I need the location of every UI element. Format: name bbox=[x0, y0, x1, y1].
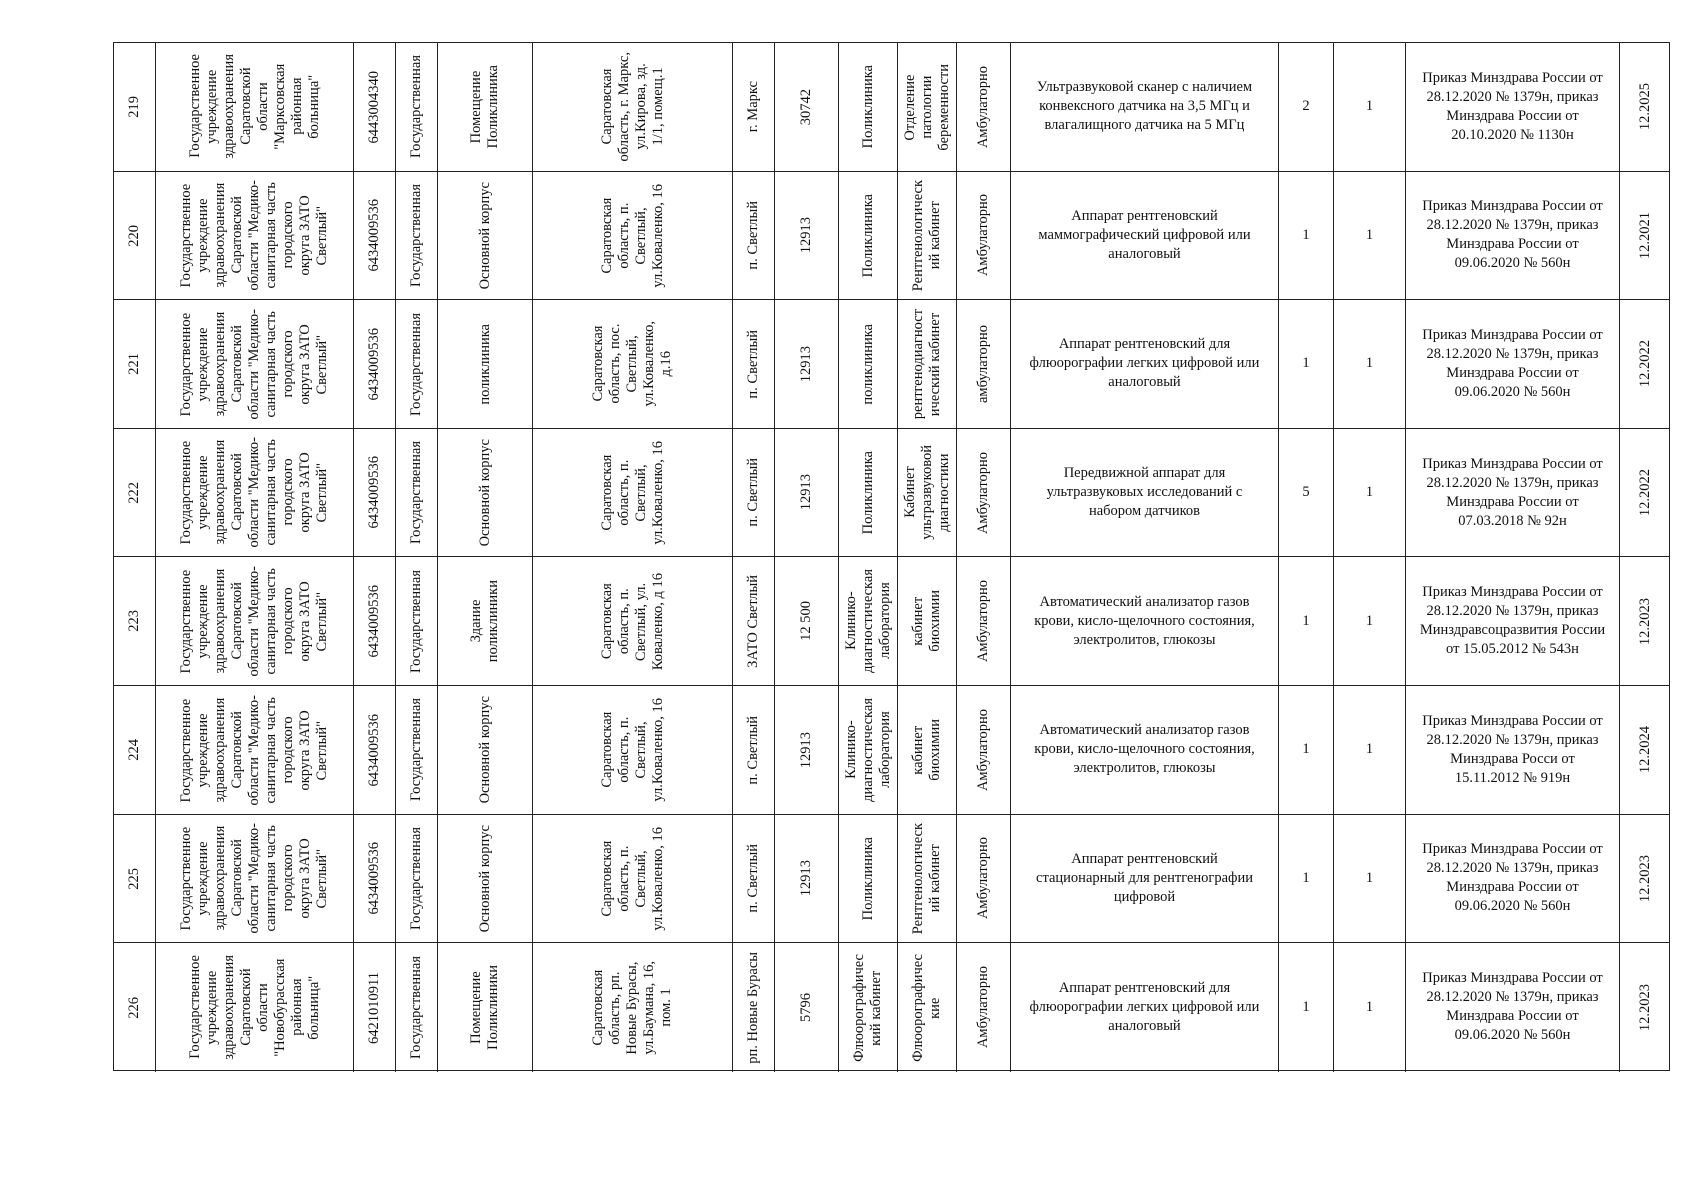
legal-basis-text: Приказ Минздрава России от 28.12.2020 № 1379н, приказ Минздрава России от 20.10.2020 № 1130н bbox=[1422, 69, 1603, 143]
department-text: Флюорографичес кие bbox=[910, 953, 943, 1062]
division-cell bbox=[839, 172, 898, 300]
legal-basis-text: Приказ Минздрава России от 28.12.2020 № 1379н, приказ Минздрава России от 09.06.2020 № 560н bbox=[1422, 970, 1603, 1044]
address-text: Саратовская область, п. Светлый, ул. Коваленко, д 16 bbox=[598, 572, 666, 670]
inn-cell bbox=[354, 300, 396, 428]
organization-cell bbox=[156, 172, 354, 300]
population-text: 12913 bbox=[798, 217, 814, 254]
equipment-cell bbox=[1011, 815, 1279, 943]
qty-planned-text: 1 bbox=[1365, 484, 1374, 501]
qty-required-text: 2 bbox=[1302, 98, 1310, 115]
population-text: 30742 bbox=[798, 88, 814, 125]
building-cell bbox=[438, 557, 533, 685]
row-number-cell bbox=[114, 172, 156, 300]
building-text: Помещение Поликлиника bbox=[468, 65, 501, 149]
legal-basis-text: Приказ Минздрава России от 28.12.2020 № 1379н, приказ Минздрава России от 09.06.2020 № 560н bbox=[1422, 326, 1603, 400]
legal-basis-cell bbox=[1406, 429, 1620, 557]
qty-required-cell bbox=[1279, 943, 1334, 1072]
address-text: Саратовская область, п. Светлый, ул.Коваленко, 16 bbox=[598, 826, 666, 931]
delivery-date-text: 12.2025 bbox=[1637, 83, 1653, 131]
table-row bbox=[114, 172, 1669, 301]
address-cell bbox=[533, 429, 733, 557]
inn-text: 6434009536 bbox=[366, 456, 382, 529]
equipment-text: Аппарат рентгеновский стационарный для рентгенографии цифровой bbox=[1036, 850, 1253, 905]
locality-text: г. Маркс bbox=[745, 81, 761, 133]
ownership-text: Государственная bbox=[408, 55, 424, 159]
care-mode-text: Амбулаторно bbox=[975, 837, 991, 920]
delivery-date-text: 12.2022 bbox=[1637, 340, 1653, 388]
row-number-cell bbox=[114, 43, 156, 171]
ownership-text: Государственная bbox=[408, 826, 424, 930]
care-mode-text: Амбулаторно bbox=[975, 966, 991, 1049]
delivery-date-text: 12.2021 bbox=[1637, 211, 1653, 259]
equipment-cell bbox=[1011, 943, 1279, 1072]
table-row bbox=[114, 557, 1669, 686]
locality-text: п. Светлый bbox=[745, 715, 761, 785]
care-mode-cell bbox=[957, 43, 1011, 171]
delivery-date-text: 12.2023 bbox=[1637, 597, 1653, 645]
department-cell bbox=[898, 557, 957, 685]
inn-cell bbox=[354, 686, 396, 814]
division-text: Клинико- диагностическая лаборатория bbox=[842, 569, 893, 674]
building-text: Основной корпус bbox=[476, 696, 493, 804]
equipment-text: Передвижной аппарат для ультразвуковых исследований с набором датчиков bbox=[1046, 465, 1243, 520]
address-cell bbox=[533, 815, 733, 943]
row-number-cell bbox=[114, 557, 156, 685]
population-cell bbox=[775, 557, 839, 685]
ownership-text: Государственная bbox=[408, 312, 424, 416]
division-text: Клинико- диагностическая лаборатория bbox=[842, 697, 893, 802]
delivery-date-cell bbox=[1620, 429, 1671, 557]
care-mode-text: Амбулаторно bbox=[975, 194, 991, 277]
ownership-cell bbox=[396, 815, 438, 943]
qty-planned-text: 1 bbox=[1365, 998, 1374, 1015]
equipment-text: Автоматический анализатор газов крови, кисло-щелочного состояния, электролитов, глюкозы bbox=[1034, 722, 1255, 777]
legal-basis-text: Приказ Минздрава России от 28.12.2020 № 1379н, приказ Минздрава Росси от 15.11.2012 № 919н bbox=[1422, 712, 1603, 786]
locality-text: п. Светлый bbox=[745, 458, 761, 527]
organization-cell bbox=[156, 43, 354, 171]
equipment-cell bbox=[1011, 43, 1279, 171]
table-row bbox=[114, 300, 1669, 429]
department-cell bbox=[898, 943, 957, 1072]
inn-text: 6434009536 bbox=[366, 584, 382, 658]
building-text: Здание поликлиники bbox=[468, 580, 501, 663]
department-cell bbox=[898, 43, 957, 171]
address-text: Саратовская область, п. Светлый, ул.Коваленко, 16 bbox=[598, 183, 666, 288]
inn-text: 6434009536 bbox=[366, 327, 382, 401]
department-cell bbox=[898, 172, 957, 300]
legal-basis-cell bbox=[1406, 172, 1620, 300]
equipment-text: Ультразвуковой сканер с наличием конвексного датчика на 3,5 МГц и влагалищного датчика на 5 МГц bbox=[1036, 79, 1253, 134]
inn-cell bbox=[354, 172, 396, 300]
inn-cell bbox=[354, 43, 396, 171]
population-text: 5796 bbox=[798, 992, 814, 1022]
population-cell bbox=[775, 43, 839, 171]
qty-required-cell bbox=[1279, 300, 1334, 428]
division-cell bbox=[839, 815, 898, 943]
organization-cell bbox=[156, 429, 354, 557]
qty-required-text: 1 bbox=[1302, 612, 1310, 629]
care-mode-cell bbox=[957, 172, 1011, 300]
address-text: Саратовская область, п. Светлый, ул.Коваленко, 16 bbox=[598, 697, 666, 802]
organization-cell bbox=[156, 557, 354, 685]
row-number-cell bbox=[114, 300, 156, 428]
ownership-cell bbox=[396, 172, 438, 300]
department-cell bbox=[898, 300, 957, 428]
population-text: 12913 bbox=[798, 474, 814, 511]
row-number-text: 222 bbox=[126, 481, 142, 504]
address-cell bbox=[533, 300, 733, 428]
row-number-text: 220 bbox=[126, 224, 142, 247]
building-cell bbox=[438, 429, 533, 557]
organization-cell bbox=[156, 943, 354, 1072]
population-text: 12913 bbox=[798, 731, 814, 768]
delivery-date-text: 12.2022 bbox=[1637, 469, 1653, 517]
equipment-cell bbox=[1011, 557, 1279, 685]
delivery-date-cell bbox=[1620, 943, 1671, 1072]
care-mode-cell bbox=[957, 686, 1011, 814]
legal-basis-cell bbox=[1406, 943, 1620, 1072]
delivery-date-text: 12.2023 bbox=[1637, 983, 1653, 1032]
qty-planned-cell bbox=[1334, 686, 1406, 814]
division-text: Флюорографичес кий кабинет bbox=[851, 953, 884, 1062]
inn-cell bbox=[354, 429, 396, 557]
locality-text: ЗАТО Светлый bbox=[745, 574, 761, 668]
inn-text: 6434009536 bbox=[366, 199, 382, 272]
delivery-date-cell bbox=[1620, 686, 1671, 814]
legal-basis-cell bbox=[1406, 815, 1620, 943]
population-cell bbox=[775, 429, 839, 557]
delivery-date-text: 12.2023 bbox=[1637, 854, 1653, 902]
qty-required-text: 1 bbox=[1302, 226, 1310, 243]
locality-text: рп. Новые Бурасы bbox=[745, 951, 761, 1064]
care-mode-cell bbox=[957, 557, 1011, 685]
qty-required-cell bbox=[1279, 172, 1334, 300]
qty-planned-cell bbox=[1334, 172, 1406, 300]
table-row bbox=[114, 686, 1669, 815]
equipment-text: Аппарат рентгеновский для флюорографии легких цифровой или аналоговый bbox=[1029, 979, 1260, 1034]
building-cell bbox=[438, 686, 533, 814]
delivery-date-cell bbox=[1620, 300, 1671, 428]
organization-text: Государственное учреждение здравоохранения Саратовской области "Марксовская районная больница" bbox=[186, 54, 322, 160]
address-cell bbox=[533, 557, 733, 685]
department-text: Рентгенологическ ий кабинет bbox=[910, 179, 943, 291]
row-number-text: 226 bbox=[126, 996, 142, 1019]
equipment-cell bbox=[1011, 686, 1279, 814]
qty-planned-cell bbox=[1334, 300, 1406, 428]
population-text: 12913 bbox=[798, 345, 814, 383]
address-text: Саратовская область, п. Светлый, ул.Коваленко, 16 bbox=[598, 440, 666, 545]
delivery-date-cell bbox=[1620, 557, 1671, 685]
inn-cell bbox=[354, 815, 396, 943]
qty-required-text: 1 bbox=[1302, 869, 1310, 886]
qty-planned-text: 1 bbox=[1365, 98, 1374, 115]
building-text: Помещение Поликлиники bbox=[468, 965, 501, 1050]
care-mode-text: Амбулаторно bbox=[975, 580, 991, 663]
ownership-cell bbox=[396, 43, 438, 171]
care-mode-text: Амбулаторно bbox=[975, 65, 991, 148]
division-cell bbox=[839, 300, 898, 428]
population-cell bbox=[775, 943, 839, 1072]
address-text: Саратовская область, г. Маркс, ул.Кирова, зд. 1/1, помещ.1 bbox=[598, 52, 666, 162]
department-text: Кабинет ультразвуковой диагностики bbox=[901, 445, 952, 540]
ownership-text: Государственная bbox=[408, 441, 424, 545]
inn-text: 6421010911 bbox=[366, 971, 382, 1044]
address-cell bbox=[533, 686, 733, 814]
qty-required-text: 1 bbox=[1302, 355, 1310, 372]
organization-text: Государственное учреждение здравоохранения Саратовской области "Медико- санитарная часть городского округа ЗАТО Светлый" bbox=[178, 308, 330, 420]
qty-required-text: 1 bbox=[1302, 741, 1310, 758]
ownership-text: Государственная bbox=[408, 183, 424, 287]
care-mode-text: амбулаторно bbox=[975, 324, 991, 403]
qty-required-cell bbox=[1279, 43, 1334, 171]
ownership-cell bbox=[396, 300, 438, 428]
qty-planned-cell bbox=[1334, 943, 1406, 1072]
legal-basis-cell bbox=[1406, 43, 1620, 171]
qty-planned-text: 1 bbox=[1365, 741, 1374, 758]
qty-planned-cell bbox=[1334, 557, 1406, 685]
organization-text: Государственное учреждение здравоохранения Саратовской области "Медико- санитарная часть городского округа ЗАТО Светлый" bbox=[178, 823, 330, 934]
department-text: Рентгенологическ ий кабинет bbox=[910, 822, 943, 934]
locality-cell bbox=[733, 686, 775, 814]
care-mode-text: Амбулаторно bbox=[975, 708, 991, 791]
building-text: Основной корпус bbox=[476, 438, 493, 547]
building-text: поликлиника bbox=[476, 323, 493, 405]
legal-basis-cell bbox=[1406, 557, 1620, 685]
row-number-text: 221 bbox=[126, 353, 142, 375]
division-text: Поликлиника bbox=[859, 65, 876, 149]
equipment-cell bbox=[1011, 300, 1279, 428]
row-number-cell bbox=[114, 429, 156, 557]
row-number-text: 224 bbox=[126, 738, 142, 761]
division-cell bbox=[839, 43, 898, 171]
equipment-text: Аппарат рентгеновский для флюорографии легких цифровой или аналоговый bbox=[1029, 336, 1260, 391]
population-cell bbox=[775, 815, 839, 943]
care-mode-cell bbox=[957, 815, 1011, 943]
building-cell bbox=[438, 815, 533, 943]
table-row bbox=[114, 815, 1669, 944]
qty-required-text: 5 bbox=[1302, 484, 1310, 501]
row-number-cell bbox=[114, 686, 156, 814]
population-text: 12913 bbox=[798, 860, 814, 897]
care-mode-text: Амбулаторно bbox=[975, 451, 991, 534]
division-cell bbox=[839, 686, 898, 814]
row-number-cell bbox=[114, 943, 156, 1072]
care-mode-cell bbox=[957, 943, 1011, 1072]
qty-required-cell bbox=[1279, 557, 1334, 685]
qty-planned-cell bbox=[1334, 43, 1406, 171]
inn-cell bbox=[354, 557, 396, 685]
legal-basis-text: Приказ Минздрава России от 28.12.2020 № 1379н, приказ Минздрава России от 09.06.2020 № 560н bbox=[1422, 841, 1603, 915]
ownership-cell bbox=[396, 557, 438, 685]
division-text: поликлиника bbox=[859, 323, 876, 405]
table-row bbox=[114, 429, 1669, 558]
locality-cell bbox=[733, 172, 775, 300]
organization-text: Государственное учреждение здравоохранения Саратовской области "Новобурасская районная больница" bbox=[186, 955, 322, 1060]
department-cell bbox=[898, 686, 957, 814]
address-text: Саратовская область, пос. Светлый, ул.Коваленко, д.16 bbox=[590, 321, 674, 407]
locality-text: п. Светлый bbox=[745, 844, 761, 913]
qty-required-cell bbox=[1279, 686, 1334, 814]
delivery-date-cell bbox=[1620, 172, 1671, 300]
inn-cell bbox=[354, 943, 396, 1072]
organization-cell bbox=[156, 300, 354, 428]
address-cell bbox=[533, 943, 733, 1072]
ownership-text: Государственная bbox=[408, 698, 424, 802]
ownership-text: Государственная bbox=[408, 956, 424, 1059]
delivery-date-cell bbox=[1620, 43, 1671, 171]
population-cell bbox=[775, 300, 839, 428]
population-cell bbox=[775, 172, 839, 300]
equipment-cell bbox=[1011, 429, 1279, 557]
qty-planned-text: 1 bbox=[1365, 355, 1374, 372]
locality-cell bbox=[733, 943, 775, 1072]
qty-required-text: 1 bbox=[1302, 998, 1310, 1015]
table-row bbox=[114, 43, 1669, 172]
organization-text: Государственное учреждение здравоохранения Саратовской области "Медико- санитарная часть городского округа ЗАТО Светлый" bbox=[178, 437, 330, 548]
building-cell bbox=[438, 172, 533, 300]
building-cell bbox=[438, 943, 533, 1072]
ownership-cell bbox=[396, 943, 438, 1072]
delivery-date-text: 12.2024 bbox=[1637, 726, 1653, 774]
locality-cell bbox=[733, 43, 775, 171]
address-text: Саратовская область, рп. Новые Бурасы, ул.Баумана, 16, пом. 1 bbox=[590, 960, 674, 1055]
qty-planned-cell bbox=[1334, 429, 1406, 557]
equipment-cell bbox=[1011, 172, 1279, 300]
legal-basis-cell bbox=[1406, 686, 1620, 814]
department-text: кабинет биохимии bbox=[910, 590, 943, 653]
ownership-cell bbox=[396, 686, 438, 814]
row-number-text: 225 bbox=[126, 867, 142, 890]
care-mode-cell bbox=[957, 300, 1011, 428]
inn-text: 6443004340 bbox=[366, 70, 382, 144]
building-text: Основной корпус bbox=[476, 181, 493, 290]
division-text: Поликлиника bbox=[859, 450, 876, 535]
locality-cell bbox=[733, 557, 775, 685]
locality-text: п. Светлый bbox=[745, 201, 761, 270]
department-cell bbox=[898, 815, 957, 943]
department-text: кабинет биохимии bbox=[910, 718, 943, 781]
inn-text: 6434009536 bbox=[366, 713, 382, 787]
row-number-cell bbox=[114, 815, 156, 943]
equipment-table bbox=[113, 42, 1670, 1071]
qty-required-cell bbox=[1279, 815, 1334, 943]
division-text: Поликлиника bbox=[859, 836, 876, 921]
row-number-text: 223 bbox=[126, 610, 142, 633]
division-cell bbox=[839, 943, 898, 1072]
organization-text: Государственное учреждение здравоохранения Саратовской области "Медико- санитарная часть городского округа ЗАТО Светлый" bbox=[178, 565, 330, 677]
population-text: 12 500 bbox=[798, 601, 814, 642]
department-cell bbox=[898, 429, 957, 557]
locality-cell bbox=[733, 429, 775, 557]
qty-required-cell bbox=[1279, 429, 1334, 557]
address-cell bbox=[533, 172, 733, 300]
locality-cell bbox=[733, 300, 775, 428]
legal-basis-text: Приказ Минздрава России от 28.12.2020 № 1379н, приказ Минздравсоцразвития России от 15.05.2012 № 543н bbox=[1419, 584, 1606, 658]
ownership-text: Государственная bbox=[408, 569, 424, 673]
population-cell bbox=[775, 686, 839, 814]
division-cell bbox=[839, 557, 898, 685]
locality-cell bbox=[733, 815, 775, 943]
division-cell bbox=[839, 429, 898, 557]
building-cell bbox=[438, 43, 533, 171]
delivery-date-cell bbox=[1620, 815, 1671, 943]
division-text: Поликлиника bbox=[859, 193, 876, 278]
legal-basis-text: Приказ Минздрава России от 28.12.2020 № 1379н, приказ Минздрава России от 07.03.2018 № 92н bbox=[1422, 455, 1603, 529]
organization-cell bbox=[156, 815, 354, 943]
organization-text: Государственное учреждение здравоохранения Саратовской области "Медико- санитарная часть городского округа ЗАТО Светлый" bbox=[178, 694, 330, 806]
organization-text: Государственное учреждение здравоохранения Саратовской области "Медико- санитарная часть городского округа ЗАТО Светлый" bbox=[178, 180, 330, 291]
qty-planned-text: 1 bbox=[1365, 612, 1374, 629]
equipment-text: Аппарат рентгеновский маммографический цифровой или аналоговый bbox=[1038, 207, 1251, 262]
table-row bbox=[114, 943, 1669, 1072]
locality-text: п. Светлый bbox=[745, 329, 761, 399]
building-text: Основной корпус bbox=[476, 824, 493, 933]
legal-basis-cell bbox=[1406, 300, 1620, 428]
qty-planned-text: 1 bbox=[1365, 226, 1374, 243]
equipment-text: Автоматический анализатор газов крови, кисло-щелочного состояния, электролитов, глюкозы bbox=[1034, 593, 1255, 648]
organization-cell bbox=[156, 686, 354, 814]
legal-basis-text: Приказ Минздрава России от 28.12.2020 № 1379н, приказ Минздрава России от 09.06.2020 № 560н bbox=[1422, 198, 1603, 272]
department-text: Отделение патологии беременности bbox=[901, 63, 952, 151]
care-mode-cell bbox=[957, 429, 1011, 557]
department-text: рентгенодиагност ический кабинет bbox=[910, 308, 943, 420]
qty-planned-text: 1 bbox=[1365, 869, 1374, 886]
address-cell bbox=[533, 43, 733, 171]
inn-text: 6434009536 bbox=[366, 842, 382, 915]
row-number-text: 219 bbox=[126, 95, 142, 118]
building-cell bbox=[438, 300, 533, 428]
qty-planned-cell bbox=[1334, 815, 1406, 943]
ownership-cell bbox=[396, 429, 438, 557]
